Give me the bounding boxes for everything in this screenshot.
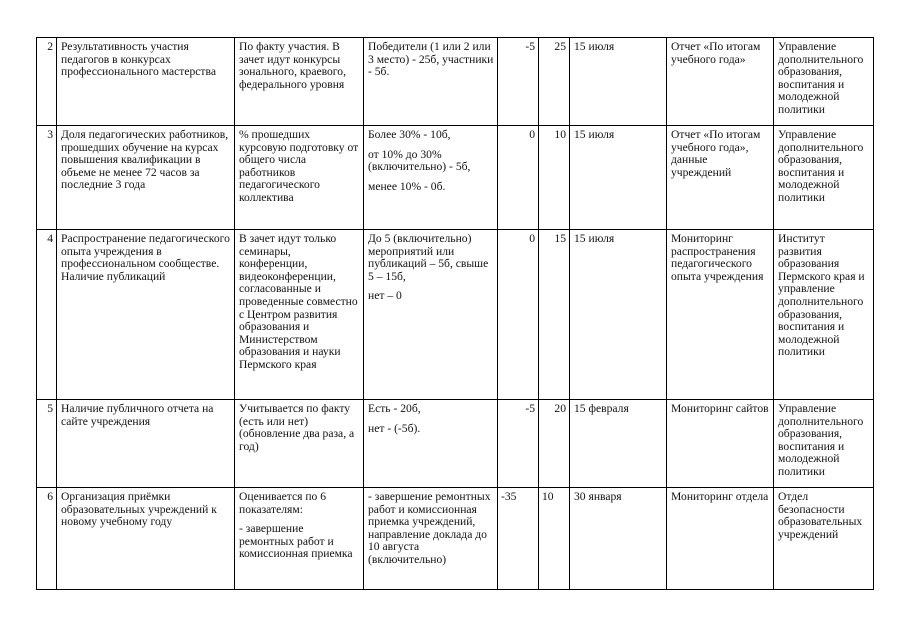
row-number: 6 [37, 488, 57, 590]
indicator-cell: Результативность участия педагогов в конкурсах профессионального мастерства [57, 38, 235, 126]
deadline-cell: 15 июля [570, 230, 667, 400]
indicator-cell: Распространение педагогического опыта учреждения в профессиональном сообществе. Наличие публикаций [57, 230, 235, 400]
row-number: 2 [37, 38, 57, 126]
row-number: 3 [37, 126, 57, 230]
indicator-cell: Наличие публичного отчета на сайте учреждения [57, 400, 235, 488]
min-score: 0 [498, 230, 539, 400]
row-number: 4 [37, 230, 57, 400]
row-number: 5 [37, 400, 57, 488]
method-cell [235, 488, 364, 590]
responsible-cell: Институт развития образования Пермского края и управление дополнительного образования, воспитания и молодежной политики [774, 230, 874, 400]
table-row [37, 488, 874, 590]
criteria-line: - завершение ремонтных работ и комиссионная приемка учреждений, направление доклада до 10 августа (включительно) [368, 490, 491, 566]
criteria-line: нет – 0 [368, 289, 402, 303]
deadline-cell: 15 июля [570, 38, 667, 126]
criteria-line: нет - (-5б). [368, 421, 421, 435]
criteria-table [36, 37, 874, 590]
indicator-cell: Доля педагогических работников, прошедших обучение на курсах повышения квалификации в объеме не менее 72 часов за последние 3 года [57, 126, 235, 230]
indicator-cell: Организация приёмки образовательных учреждений к новому учебному году [57, 488, 235, 590]
deadline-cell: 30 января [570, 488, 667, 590]
responsible-cell: Управление дополнительного образования, воспитания и молодежной политики [774, 400, 874, 488]
max-score: 15 [539, 230, 570, 400]
responsible-cell: Управление дополнительного образования, воспитания и молодежной политики [774, 38, 874, 126]
table-row [37, 400, 874, 488]
deadline-cell: 15 февраля [570, 400, 667, 488]
method-cell: По факту участия. В зачет идут конкурсы зонального, краевого, федерального уровня [235, 38, 364, 126]
criteria-cell [364, 126, 498, 230]
method-line: - завершение ремонтных работ и комиссионная приемка [239, 522, 353, 561]
min-score: -5 [498, 38, 539, 126]
criteria-cell [364, 230, 498, 400]
source-cell: Отчет «По итогам учебного года» [667, 38, 774, 126]
method-cell: В зачет идут только семинары, конференции, видеоконференции, согласованные и проведенные совместно с Центром развития образования и Министерством образования и науки Пермского края [235, 230, 364, 400]
source-cell: Мониторинг отдела [667, 488, 774, 590]
responsible-cell: Отдел безопасности образовательных учреждений [774, 488, 874, 590]
responsible-cell: Управление дополнительного образования, воспитания и молодежной политики [774, 126, 874, 230]
min-score: -35 [498, 488, 539, 590]
method-cell: % прошедших курсовую подготовку от общего числа работников педагогического коллектива [235, 126, 364, 230]
deadline-cell: 15 июля [570, 126, 667, 230]
source-cell: Отчет «По итогам учебного года», данные учреждений [667, 126, 774, 230]
criteria-cell [364, 400, 498, 488]
criteria-line: Более 30% - 10б, [368, 128, 451, 141]
criteria-line: Есть - 20б, [368, 402, 421, 415]
min-score: -5 [498, 400, 539, 488]
method-line: Оценивается по 6 показателям: [239, 490, 327, 516]
min-score: 0 [498, 126, 539, 230]
criteria-line: Победители (1 или 2 или 3 место) - 25б, участники - 5б. [368, 40, 494, 79]
table-row [37, 126, 874, 230]
criteria-cell [364, 38, 498, 126]
table-row [37, 38, 874, 126]
criteria-cell [364, 488, 498, 590]
max-score: 10 [539, 126, 570, 230]
criteria-line: До 5 (включительно) мероприятий или публикаций – 5б, свыше 5 – 15б, [368, 232, 489, 283]
table-row [37, 230, 874, 400]
criteria-line: от 10% до 30% (включительно) - 5б, [368, 147, 471, 174]
max-score: 25 [539, 38, 570, 126]
max-score: 10 [539, 488, 570, 590]
max-score: 20 [539, 400, 570, 488]
criteria-line: менее 10% - 0б. [368, 179, 446, 193]
method-cell: Учитывается по факту (есть или нет) (обновление два раза, а год) [235, 400, 364, 488]
source-cell: Мониторинг распространения педагогического опыта учреждения [667, 230, 774, 400]
source-cell: Мониторинг сайтов [667, 400, 774, 488]
